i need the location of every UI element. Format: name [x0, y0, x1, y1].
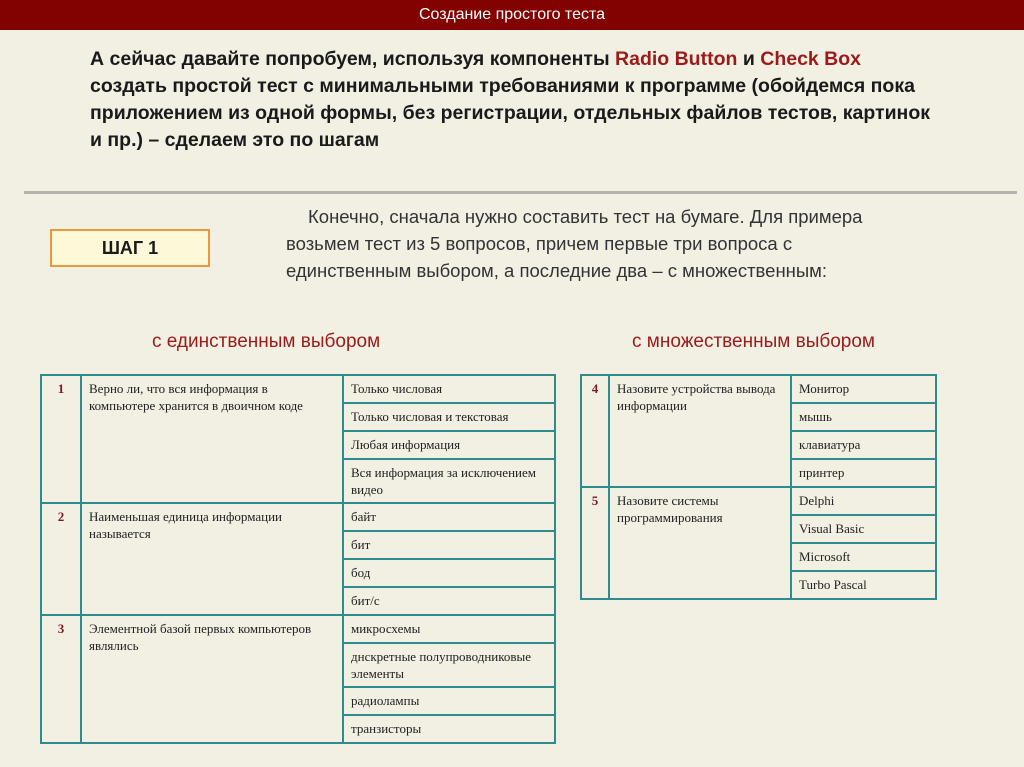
answer-option: Вся информация за исключением видео [343, 459, 555, 503]
intro-part-2: и [737, 48, 761, 70]
table-row [581, 375, 936, 403]
answer-option: микросхемы [343, 615, 555, 643]
check-box-term: Check Box [760, 48, 862, 70]
answer-option: бит/с [343, 587, 555, 615]
question-text: Наименьшая единица информации называется [81, 503, 343, 615]
question-number: 2 [41, 503, 81, 615]
question-text: Элементной базой первых компьютеров являлись [81, 615, 343, 743]
question-number: 5 [581, 487, 609, 599]
radio-button-term: Radio Button [615, 48, 738, 70]
answer-option: мышь [791, 403, 936, 431]
question-text: Назовите системы программирования [609, 487, 791, 599]
answer-option: Любая информация [343, 431, 555, 459]
intro-text [90, 46, 930, 154]
question-text: Верно ли, что вся информация в компьютере хранится в двоичном коде [81, 375, 343, 503]
slide-title: Создание простого теста [418, 6, 606, 23]
answer-option: бод [343, 559, 555, 587]
answer-option: Turbo Pascal [791, 571, 936, 599]
multiple-choice-heading: с множественным выбором [632, 331, 875, 352]
answer-option: Только числовая [343, 375, 555, 403]
question-number: 3 [41, 615, 81, 743]
answer-option: днскретные полупроводниковые элементы [343, 643, 555, 687]
table-row [41, 375, 555, 403]
table-row [41, 615, 555, 643]
single-choice-heading: с единственным выбором [152, 331, 381, 352]
question-text: Назовите устройства вывода информации [609, 375, 791, 487]
answer-option: Монитор [791, 375, 936, 403]
answer-option: Только числовая и текстовая [343, 403, 555, 431]
answer-option: байт [343, 503, 555, 531]
step-badge [50, 229, 210, 267]
answer-option: бит [343, 531, 555, 559]
step-label: ШАГ 1 [101, 238, 159, 258]
question-number: 1 [41, 375, 81, 503]
multiple-choice-table [580, 374, 937, 600]
intro-part-1: А сейчас давайте попробуем, используя компоненты [90, 48, 616, 70]
step-paragraph: Конечно, сначала нужно составить тест на бумаге. Для примера возьмем тест из 5 вопросов, причем первые три вопроса с единственным выбором, а последние два – с множественным: [286, 206, 863, 281]
answer-option: принтер [791, 459, 936, 487]
divider [24, 191, 1017, 194]
slide-title-bar [0, 0, 1024, 30]
answer-option: транзисторы [343, 715, 555, 743]
single-choice-table [40, 374, 556, 744]
table-row [41, 503, 555, 531]
answer-option: Delphi [791, 487, 936, 515]
answer-option: клавиатура [791, 431, 936, 459]
answer-option: Visual Basic [791, 515, 936, 543]
answer-option: радиолампы [343, 687, 555, 715]
answer-option: Microsoft [791, 543, 936, 571]
intro-part-3: создать простой тест с минимальными требованиями к программе (обойдемся пока приложением из одной формы, без регистрации, отдельных файлов тестов, картинок и пр.) – сделаем это по шагам [90, 75, 931, 151]
table-row [581, 487, 936, 515]
question-number: 4 [581, 375, 609, 487]
